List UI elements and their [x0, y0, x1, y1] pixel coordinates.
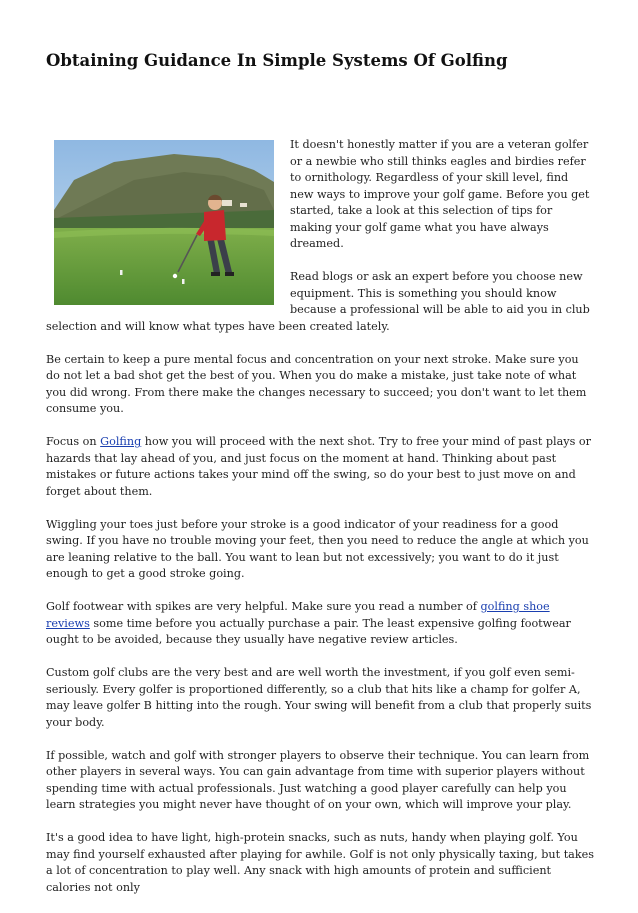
golfer-on-course-photo [54, 140, 274, 305]
paragraph-focus: Be certain to keep a pure mental focus and concentration on your next stroke. Make sure you do not let a bad shot get the best of you. When you do make a mistake, just take note of what you did wrong. From there make the changes necessary to succeed; you don't want to let them consume you. [46, 352, 587, 415]
golfing-link[interactable]: Golfing [100, 435, 142, 448]
page-title: Obtaining Guidance In Simple Systems Of Golfing [46, 51, 508, 70]
paragraph-text: Focus on [46, 435, 101, 448]
golfing-shoe-reviews-link[interactable]: golfing shoe reviews [46, 600, 550, 630]
paragraph-intro: It doesn't honestly matter if you are a veteran golfer or a newbie who still thinks eagles and birdies refer to ornithology. Regardless of your skill level, find new ways to improve your golf game. Before you get started, take a look at this selection of tips for making your golf game what you have always dreamed. [290, 138, 590, 250]
paragraph-text: how you will proceed with the next shot. Try to free your mind of past plays or hazards that lay ahead of you, and just focus on the moment at hand. Thinking about past mistakes or future actions takes your mind off the swing, so do your best to just move on and forget about them. [46, 435, 592, 498]
article-body [46, 137, 594, 913]
paragraph-custom-clubs: Custom golf clubs are the very best and are well worth the investment, if you golf even semi-seriously. Every golfer is proportioned differently, so a club that hits like a champ for golfer A, may leave golfer B hitting into the rough. Your swing will benefit from a club that properly suits your body. [46, 666, 592, 729]
paragraph-next-shot [46, 434, 594, 500]
paragraph-text: Golf footwear with spikes are very helpful. Make sure you read a number of [46, 600, 481, 613]
paragraph-stronger-players: If possible, watch and golf with stronger players to observe their technique. You can learn from other players in several ways. You can gain advantage from time with superior players without spending time with actual professionals. Just watching a good player carefully can help you learn strategies you might never have thought of on your own, which will improve your play. [46, 748, 590, 811]
paragraph-equipment: Read blogs or ask an expert before you choose new equipment. This is something you should know because a professional will be able to aid you in club selection and will know what types have been created lately. [46, 270, 590, 333]
paragraph-toes: Wiggling your toes just before your stroke is a good indicator of your readiness for a good swing. If you have no trouble moving your feet, then you need to reduce the angle at which you are leaning relative to the ball. You want to lean but not excessively; you want to do it just enough to get a good stroke going. [46, 517, 589, 580]
paragraph-text: some time before you actually purchase a pair. The least expensive golfing footwear ought to be avoided, because they usually have negative review articles. [46, 616, 571, 646]
paragraph-snacks: It's a good idea to have light, high-protein snacks, such as nuts, handy when playing golf. You may find yourself exhausted after playing for awhile. Golf is not only physically taxing, but takes a lot of concentration to play well. Any snack with high amounts of protein and sufficient calories not only [46, 831, 594, 894]
paragraph-footwear [46, 599, 594, 649]
